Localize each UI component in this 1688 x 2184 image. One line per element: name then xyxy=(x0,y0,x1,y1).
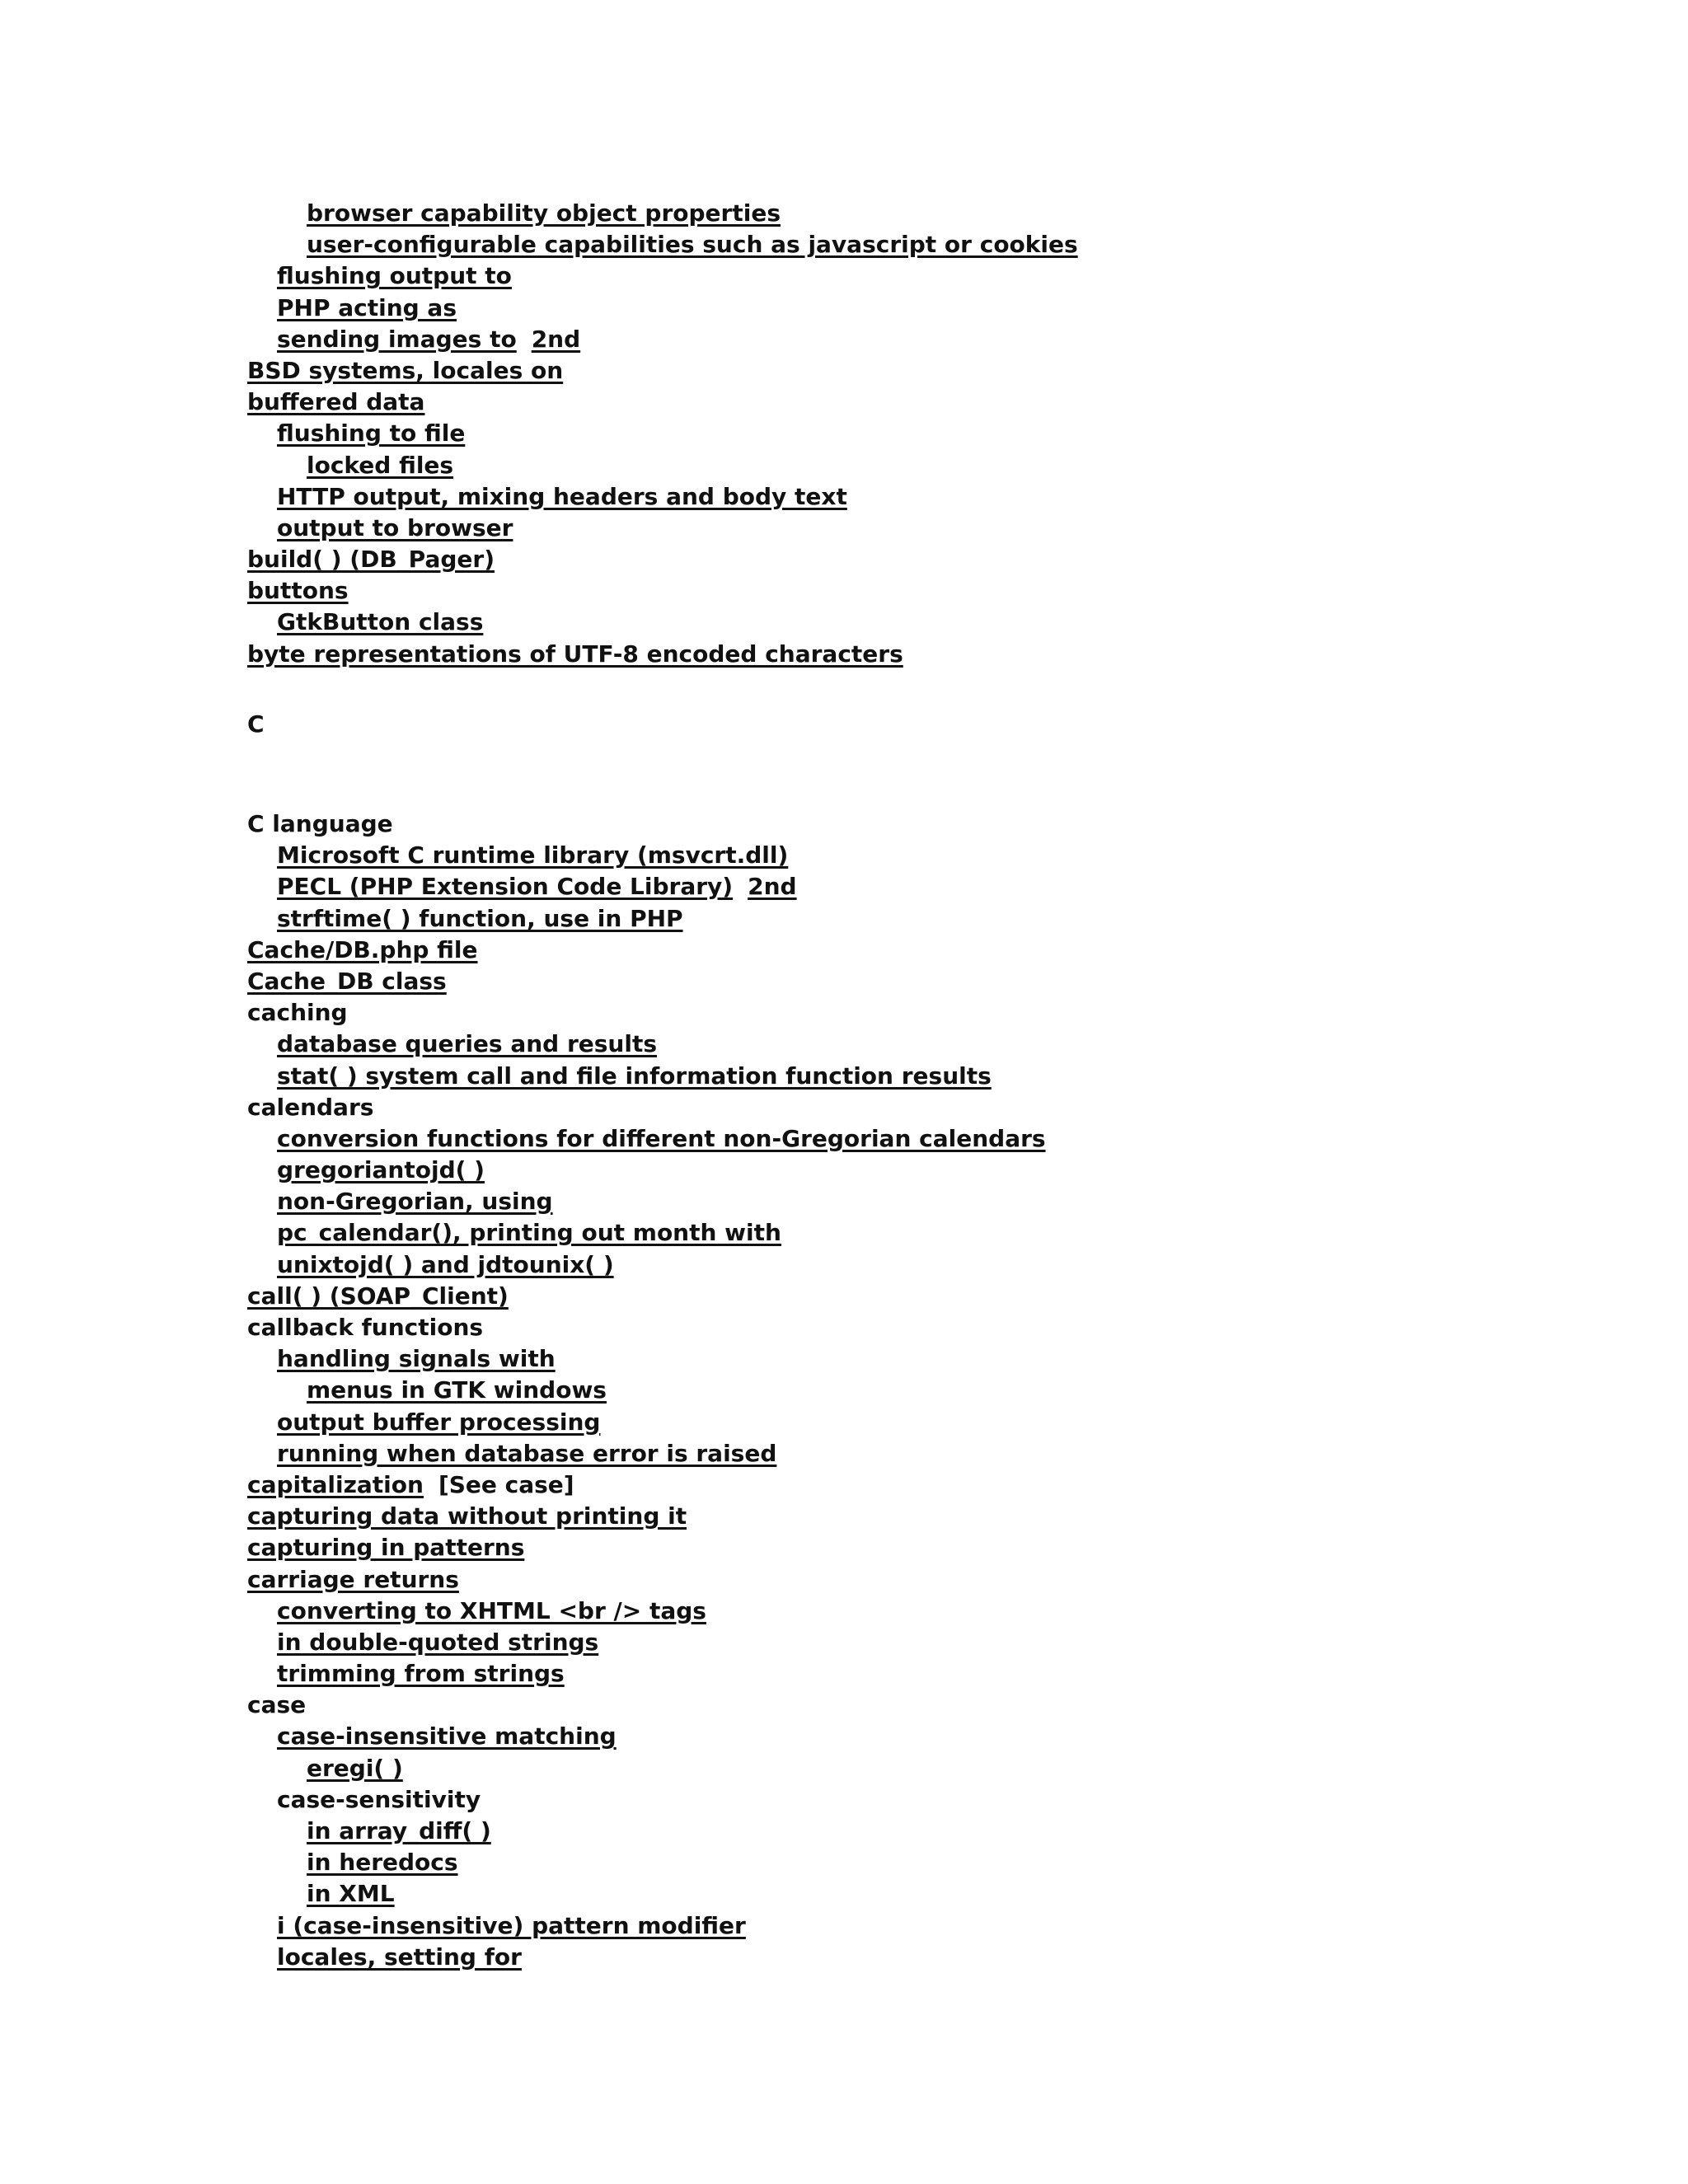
index-link[interactable]: unixtojd( ) and jdtounix( ) xyxy=(277,1250,614,1278)
index-entry-trimming-from-strings xyxy=(247,1658,1566,1690)
index-entry-cache-db-php-file xyxy=(247,935,1566,966)
index-link[interactable]: buttons xyxy=(247,577,349,605)
index-link[interactable]: stat( ) system call and file information function results xyxy=(277,1062,992,1090)
index-link[interactable]: Microsoft C runtime library (msvcrt.dll) xyxy=(277,841,789,869)
index-entry-capitalization xyxy=(247,1469,1566,1501)
index-link[interactable]: case-insensitive matching xyxy=(277,1722,617,1750)
index-entry-gtkbutton-class xyxy=(247,607,1566,638)
index-link[interactable]: carriage returns xyxy=(247,1565,459,1593)
index-term: caching xyxy=(247,999,348,1027)
index-link[interactable]: locales, setting for xyxy=(277,1943,522,1971)
index-see-reference: [See case] xyxy=(438,1470,574,1498)
index-term: case xyxy=(247,1691,307,1719)
index-link[interactable]: BSD systems, locales on xyxy=(247,356,564,384)
index-entry-build-db-pager xyxy=(247,544,1566,575)
index-entry-php-acting-as xyxy=(247,293,1566,324)
index-entry-conversion-functions-for-different-non-gregorian xyxy=(247,1123,1566,1155)
index-entry-byte-representations-of-utf-8-encoded-characters xyxy=(247,639,1566,670)
index-entry-pc-calendar-printing-out-month-with xyxy=(247,1217,1566,1249)
index-link[interactable]: menus in GTK windows xyxy=(307,1376,607,1404)
index-entry-http-output-mixing-headers-and-body-text xyxy=(247,481,1566,513)
index-link[interactable]: running when database error is raised xyxy=(277,1439,777,1467)
index-link[interactable]: handling signals with xyxy=(277,1345,556,1373)
index-entry-output-buffer-processing xyxy=(247,1407,1566,1438)
index-link[interactable]: GtkButton class xyxy=(277,608,484,636)
index-link[interactable]: gregoriantojd( ) xyxy=(277,1156,485,1184)
index-extra-link[interactable]: 2nd xyxy=(531,325,581,353)
index-entry-in-heredocs xyxy=(247,1847,1566,1878)
index-link[interactable]: Cache/DB.php file xyxy=(247,935,478,963)
index-link[interactable]: non-Gregorian, using xyxy=(277,1188,553,1216)
index-entry-in-double-quoted-strings xyxy=(247,1627,1566,1658)
index-entry-capturing-data-without-printing-it xyxy=(247,1501,1566,1532)
index-term: callback functions xyxy=(247,1314,484,1341)
index-link[interactable]: Cache_DB class xyxy=(247,967,447,995)
index-entry-c-language xyxy=(247,808,1566,840)
index-entry-strftime-function-use-in-php xyxy=(247,903,1566,935)
index-entry-unixtojd-and-jdtounix xyxy=(247,1249,1566,1281)
index-entry-cache-db-class xyxy=(247,966,1566,997)
index-entry-calendars xyxy=(247,1092,1566,1123)
index-link[interactable]: strftime( ) function, use in PHP xyxy=(277,904,683,932)
index-entry-locales-setting-for xyxy=(247,1942,1566,1973)
index-link[interactable]: converting to XHTML <br /> tags xyxy=(277,1596,706,1624)
index-entry-locked-files xyxy=(247,450,1566,481)
index-term: C language xyxy=(247,810,393,837)
index-entry-capturing-in-patterns xyxy=(247,1532,1566,1563)
index-link[interactable]: PHP acting as xyxy=(277,293,457,321)
index-entry-browser-capability-object-properties xyxy=(247,198,1566,229)
index-entry-flushing-output-to xyxy=(247,260,1566,292)
index-entry-handling-signals-with xyxy=(247,1343,1566,1375)
index-link[interactable]: sending images to xyxy=(277,325,517,353)
index-term: case-sensitivity xyxy=(277,1785,481,1813)
index-link[interactable]: buffered data xyxy=(247,388,425,416)
index-entry-case-sensitivity xyxy=(247,1784,1566,1816)
index-entry-buffered-data xyxy=(247,387,1566,418)
index-link[interactable]: locked files xyxy=(307,451,454,479)
index-entry-database-queries-and-results xyxy=(247,1029,1566,1060)
index-link[interactable]: eregi( ) xyxy=(307,1754,403,1782)
index-link[interactable]: capturing in patterns xyxy=(247,1534,525,1562)
index-link[interactable]: capitalization xyxy=(247,1470,424,1498)
index-entry-in-array-diff xyxy=(247,1816,1566,1847)
book-index xyxy=(247,198,1566,1973)
index-entry-i-case-insensitive-pattern-modifier xyxy=(247,1910,1566,1942)
index-link[interactable]: build( ) (DB_Pager) xyxy=(247,546,495,574)
index-entry-case-insensitive-matching xyxy=(247,1721,1566,1752)
index-link[interactable]: PECL (PHP Extension Code Library) xyxy=(277,873,734,901)
index-entry-flushing-to-file xyxy=(247,418,1566,449)
section-letter-heading: C xyxy=(247,710,265,738)
index-link[interactable]: conversion functions for different non-Gregorian calendars xyxy=(277,1124,1046,1152)
index-link[interactable]: database queries and results xyxy=(277,1030,658,1058)
index-entry-running-when-database-error-is-raised xyxy=(247,1438,1566,1469)
index-entry-user-configurable-capabilities-such-as-javascrip xyxy=(247,229,1566,260)
index-entry-non-gregorian-using xyxy=(247,1186,1566,1217)
index-entry-case xyxy=(247,1690,1566,1721)
index-link[interactable]: in array_diff( ) xyxy=(307,1817,491,1844)
index-entry-gregoriantojd xyxy=(247,1155,1566,1186)
index-entry-carriage-returns xyxy=(247,1564,1566,1596)
index-link[interactable]: output buffer processing xyxy=(277,1408,601,1436)
index-link[interactable]: i (case-insensitive) pattern modifier xyxy=(277,1911,746,1939)
index-link[interactable]: capturing data without printing it xyxy=(247,1502,687,1530)
index-link[interactable]: browser capability object properties xyxy=(307,199,781,227)
index-entry-sending-images-to xyxy=(247,324,1566,355)
index-entry-bsd-systems-locales-on xyxy=(247,355,1566,387)
index-entry-pecl-php-extension-code-library xyxy=(247,871,1566,902)
index-entry-caching xyxy=(247,997,1566,1029)
index-entry-converting-to-xhtml-br-tags xyxy=(247,1596,1566,1627)
index-link[interactable]: in XML xyxy=(307,1880,395,1908)
index-link[interactable]: call( ) (SOAP_Client) xyxy=(247,1282,509,1310)
index-entry-menus-in-gtk-windows xyxy=(247,1375,1566,1406)
index-link[interactable]: trimming from strings xyxy=(277,1660,565,1688)
index-link[interactable]: output to browser xyxy=(277,513,513,541)
index-entry-call-soap-client xyxy=(247,1281,1566,1312)
index-link[interactable]: pc_calendar(), printing out month with xyxy=(277,1219,781,1247)
index-link[interactable]: in heredocs xyxy=(307,1849,458,1877)
index-extra-link[interactable]: 2nd xyxy=(748,873,797,901)
index-entry-buttons xyxy=(247,575,1566,607)
index-entry-stat-system-call-and-file-information-function-r xyxy=(247,1061,1566,1092)
index-link[interactable]: flushing output to xyxy=(277,262,512,290)
index-entry-eregi xyxy=(247,1753,1566,1784)
index-link[interactable]: HTTP output, mixing headers and body text xyxy=(277,482,847,510)
index-list-b xyxy=(247,198,1566,670)
index-term: calendars xyxy=(247,1093,374,1121)
index-link[interactable]: byte representations of UTF-8 encoded characters xyxy=(247,640,903,668)
index-entry-callback-functions xyxy=(247,1312,1566,1343)
index-list-c xyxy=(247,808,1566,1973)
index-entry-output-to-browser xyxy=(247,513,1566,544)
index-link[interactable]: flushing to file xyxy=(277,419,466,448)
index-link[interactable]: user-configurable capabilities such as javascript or cookies xyxy=(307,231,1078,259)
index-link[interactable]: in double-quoted strings xyxy=(277,1628,599,1656)
index-entry-microsoft-c-runtime-library-msvcrt-dll xyxy=(247,840,1566,871)
index-entry-in-xml xyxy=(247,1878,1566,1910)
